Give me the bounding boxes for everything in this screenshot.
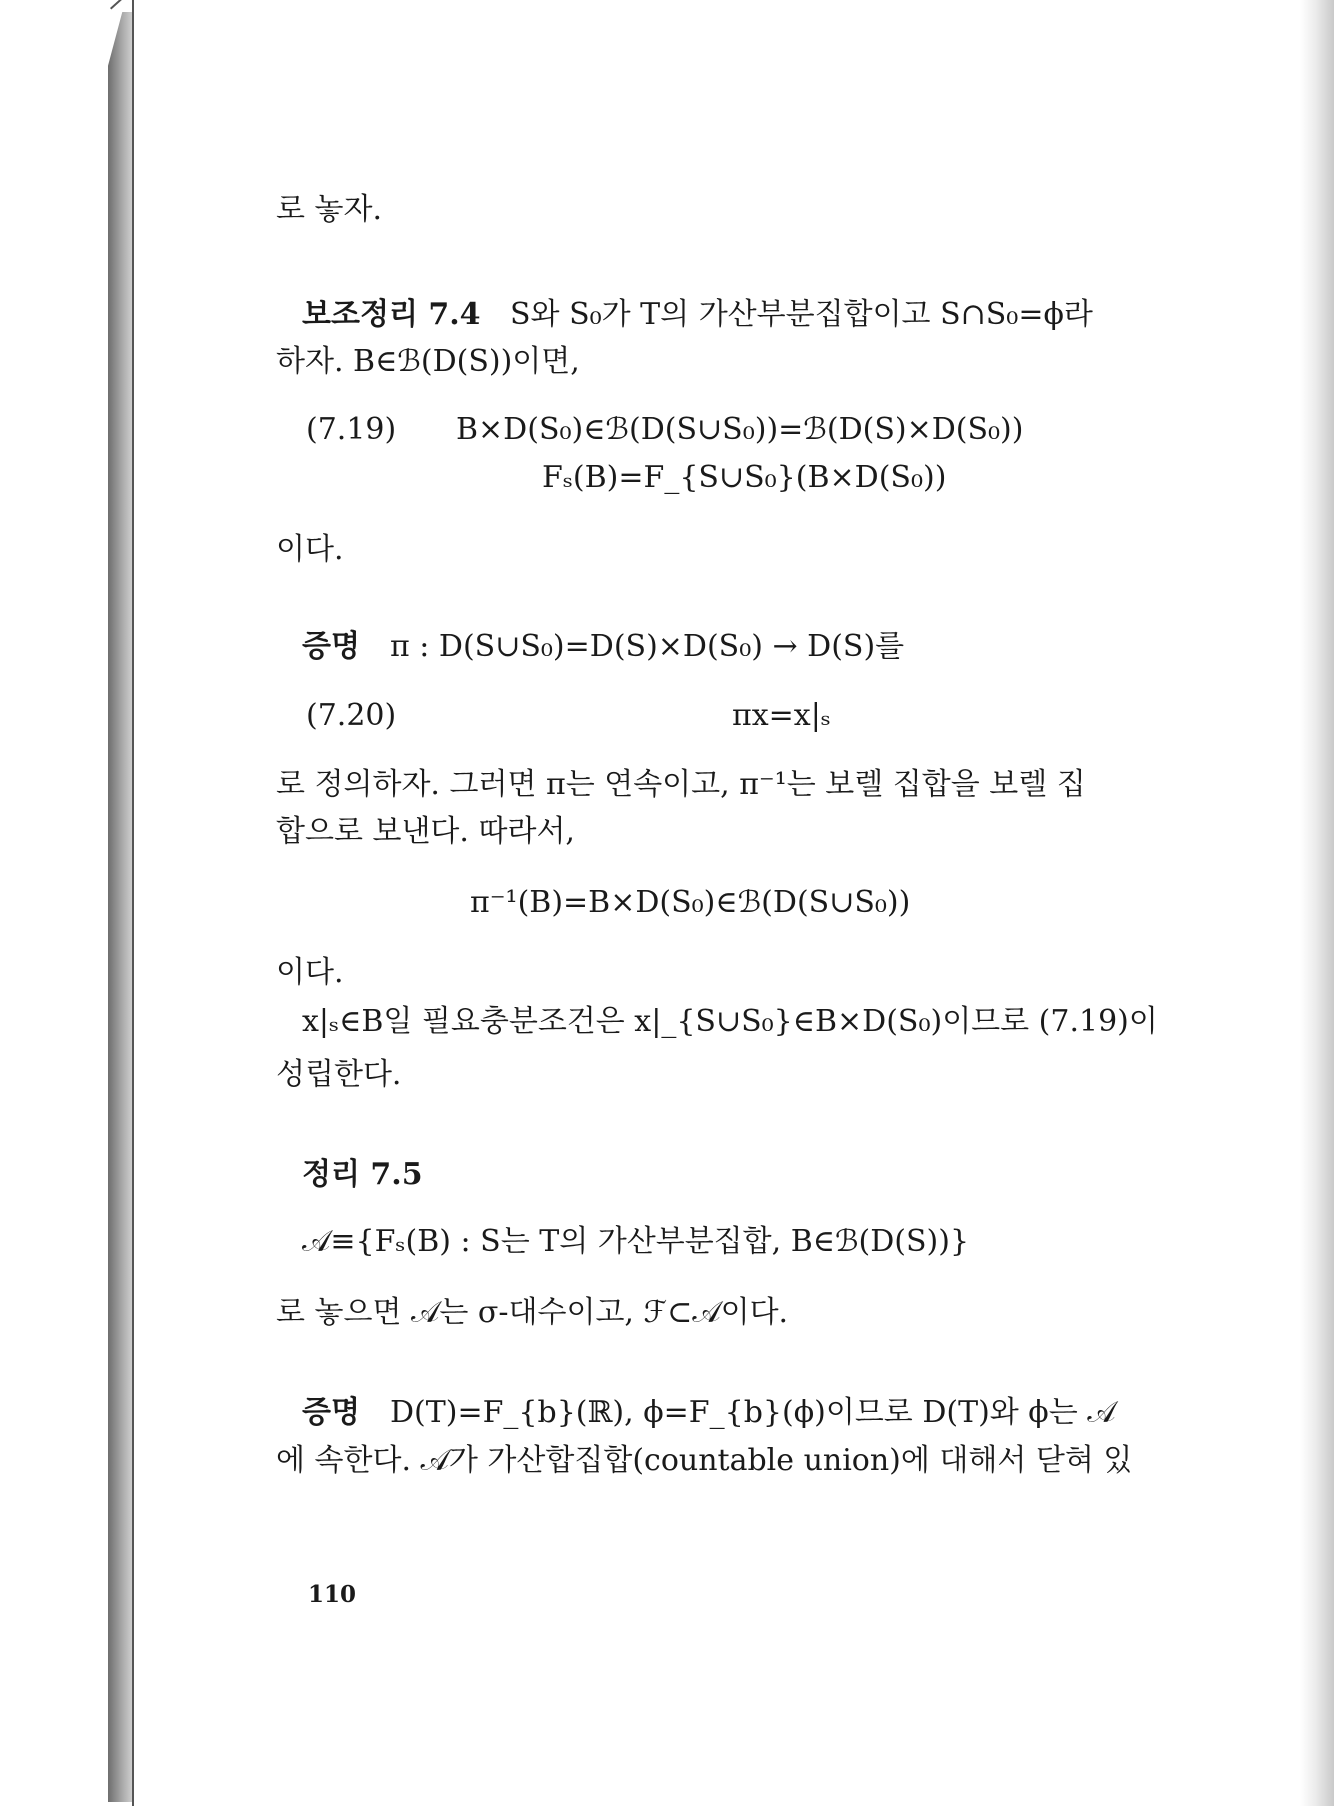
page-edge-right — [1300, 0, 1334, 1806]
text-line: 성립한다. — [276, 1057, 402, 1092]
text-line: π : D(S∪S₀)=D(S)×D(S₀) → D(S)를 — [390, 629, 905, 664]
equation-number: (7.20) — [306, 698, 397, 733]
text-line: 로 정의하자. 그러면 π는 연속이고, π⁻¹는 보렐 집합을 보렐 집 — [276, 767, 1086, 802]
text-line: S와 S₀가 T의 가산부분집합이고 S∩S₀=ϕ라 — [510, 297, 1093, 332]
equation: B×D(S₀)∈ℬ(D(S∪S₀))=ℬ(D(S)×D(S₀)) — [456, 412, 1024, 447]
equation: πx=x|ₛ — [732, 698, 831, 733]
page-edge-left — [108, 12, 134, 1802]
equation: 𝒜≡{Fₛ(B) : S는 T의 가산부분집합, B∈ℬ(D(S))} — [302, 1224, 970, 1259]
text-line: x|ₛ∈B일 필요충분조건은 x|_{S∪S₀}∈B×D(S₀)이므로 (7.19)이 — [302, 1004, 1158, 1039]
text-line: 하자. B∈ℬ(D(S))이면, — [276, 344, 580, 379]
text-line: D(T)=F_{b}(ℝ), ϕ=F_{b}(ϕ)이므로 D(T)와 ϕ는 𝒜 — [390, 1395, 1116, 1430]
text-line: 이다. — [276, 955, 344, 990]
equation: π⁻¹(B)=B×D(S₀)∈ℬ(D(S∪S₀)) — [470, 885, 911, 920]
proof-heading: 증명 — [302, 1395, 360, 1430]
theorem-heading: 정리 7.5 — [302, 1157, 423, 1192]
text-line: 합으로 보낸다. 따라서, — [276, 814, 575, 849]
lemma-heading: 보조정리 7.4 — [302, 297, 481, 332]
text-line: 에 속한다. 𝒜가 가산합집합(countable union)에 대해서 닫혀 있 — [276, 1443, 1133, 1478]
text-line: 이다. — [276, 532, 344, 567]
equation-number: (7.19) — [306, 412, 397, 447]
text-line: 로 놓으면 𝒜는 σ-대수이고, ℱ⊂𝒜이다. — [276, 1295, 789, 1330]
proof-heading: 증명 — [302, 629, 360, 664]
text-line: 로 놓자. — [276, 192, 383, 227]
equation: Fₛ(B)=F_{S∪S₀}(B×D(S₀)) — [542, 460, 947, 495]
page-number: 110 — [308, 1581, 357, 1608]
